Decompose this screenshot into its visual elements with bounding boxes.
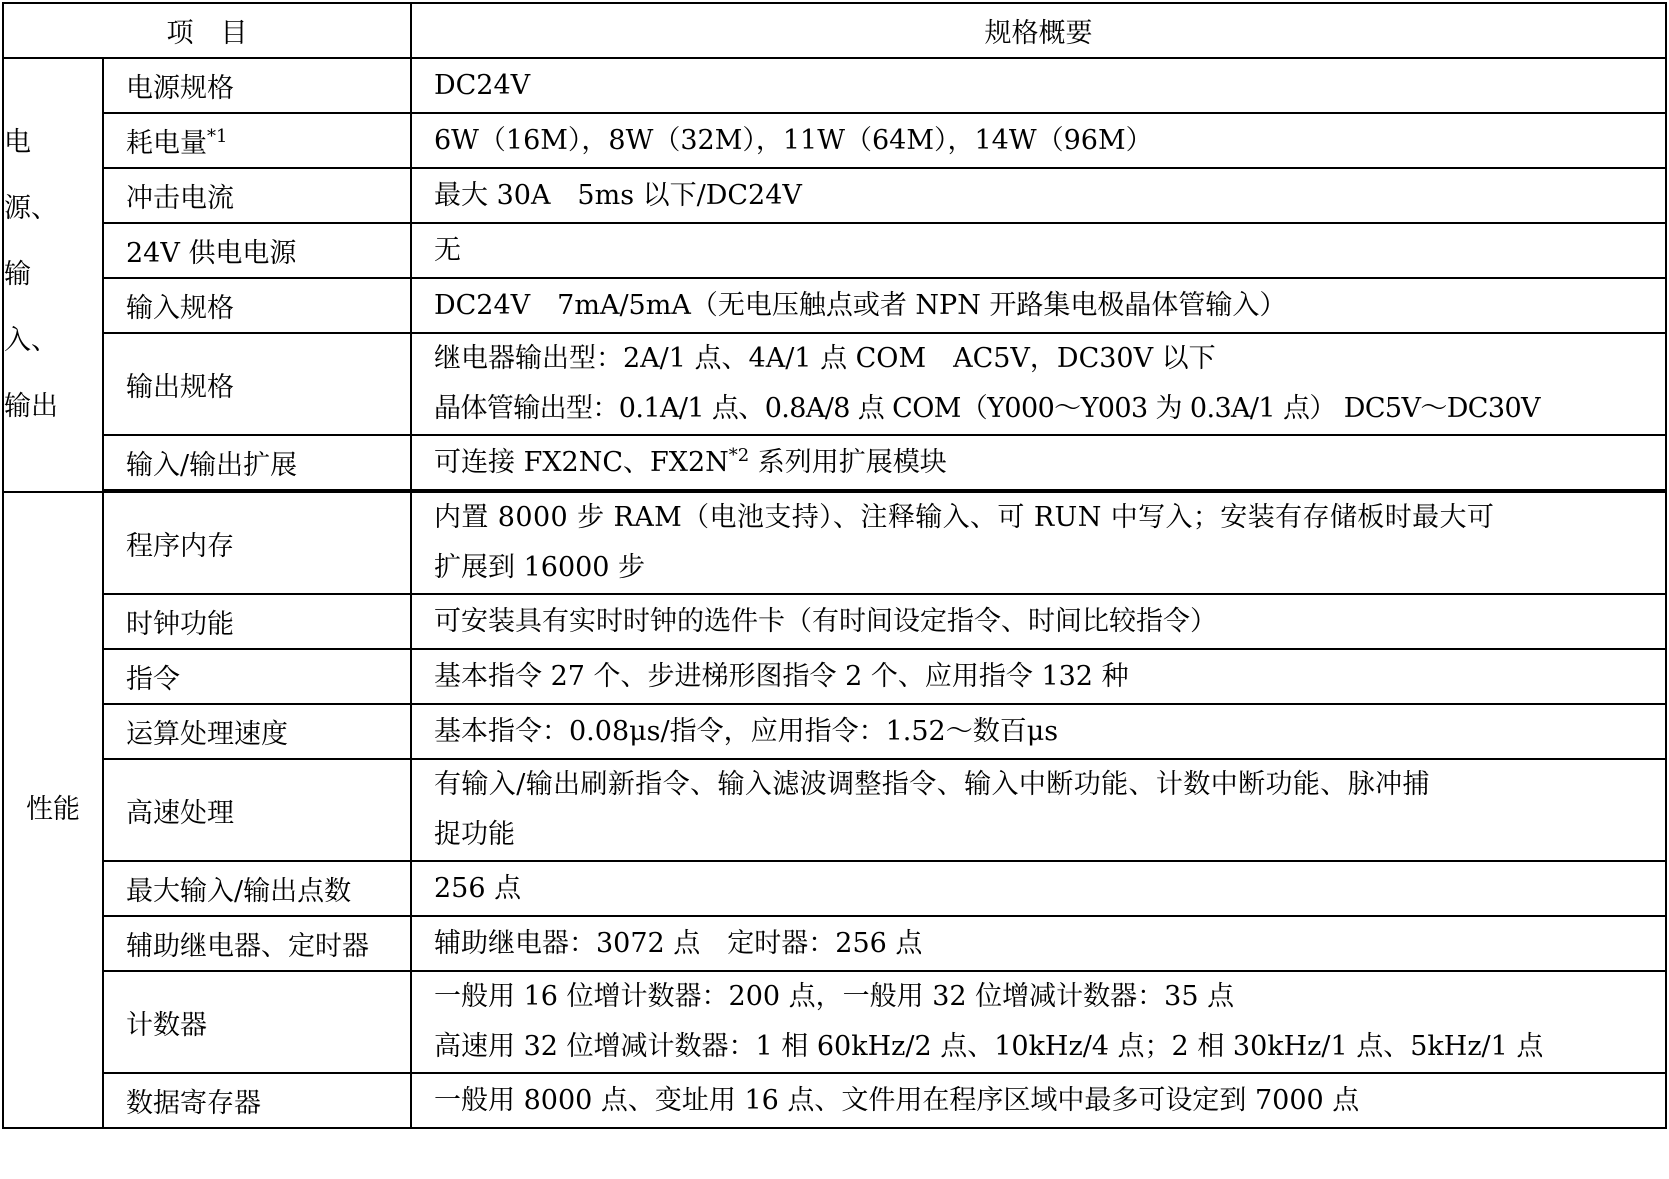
table-row (3, 971, 1666, 1073)
spec-table-container (2, 2, 1667, 1129)
item-cell: 电源规格 (103, 58, 411, 113)
item-cell: 耗电量$^{*1}$ (103, 113, 411, 168)
item-cell: 辅助继电器、定时器 (103, 916, 411, 971)
spec-cell: 基本指令 27 个、步进梯形图指令 2 个、应用指令 132 种 (411, 649, 1666, 704)
header-spec: 规格概要 (411, 3, 1666, 58)
spec-cell: DC24V 7mA/5mA（无电压触点或者 NPN 开路集电极晶体管输入） (411, 278, 1666, 333)
item-cell: 输入规格 (103, 278, 411, 333)
spec-cell: 辅助继电器：3072 点 定时器：256 点 (411, 916, 1666, 971)
item-cell: 输入/输出扩展 (103, 435, 411, 490)
item-cell: 计数器 (103, 971, 411, 1073)
spec-cell (411, 492, 1666, 594)
spec-cell: 可安装具有实时时钟的选件卡（有时间设定指令、时间比较指令） (411, 594, 1666, 649)
spec-line: 高速用 32 位增减计数器：1 相 60kHz/2 点、10kHz/4 点；2 相 30kHz/1 点、5kHz/1 点 (434, 1031, 1544, 1062)
spec-line: 内置 8000 步 RAM（电池支持）、注释输入、可 RUN 中写入；安装有存储板时最大可 (434, 502, 1495, 533)
spec-cell: 无 (411, 223, 1666, 278)
item-cell: 最大输入/输出点数 (103, 861, 411, 916)
table-row (3, 594, 1666, 649)
spec-line: 扩展到 16000 步 (434, 552, 646, 583)
item-cell: 运算处理速度 (103, 704, 411, 759)
item-cell: 高速处理 (103, 759, 411, 861)
spec-cell: DC24V (411, 58, 1666, 113)
spec-cell: 6W（16M），8W（32M），11W（64M），14W（96M） (411, 113, 1666, 168)
spec-cell (411, 971, 1666, 1073)
footnote-mark: *1 (207, 126, 228, 147)
table-row (3, 861, 1666, 916)
item-cell: 冲击电流 (103, 168, 411, 223)
spec-line: 一般用 16 位增计数器：200 点，一般用 32 位增减计数器：35 点 (434, 981, 1235, 1012)
item-cell: 24V 供电电源 (103, 223, 411, 278)
spec-cell: 最大 30A 5ms 以下/DC24V (411, 168, 1666, 223)
item-cell: 输出规格 (103, 333, 411, 435)
item-cell: 程序内存 (103, 492, 411, 594)
table-row (3, 759, 1666, 861)
table-row (3, 916, 1666, 971)
item-cell: 数据寄存器 (103, 1073, 411, 1128)
group-performance: 性能 (3, 492, 103, 1128)
spec-cell: 基本指令：0.08μs/指令，应用指令：1.52～数百μs (411, 704, 1666, 759)
table-row (3, 492, 1666, 594)
item-cell: 指令 (103, 649, 411, 704)
table-row (3, 278, 1666, 333)
spec-line: 晶体管输出型：0.1A/1 点、0.8A/8 点 COM（Y000～Y003 为 0.3A/1 点） DC5V～DC30V (434, 393, 1540, 424)
header-row (3, 3, 1666, 58)
header-item: 项 目 (3, 3, 411, 58)
table-row (3, 1073, 1666, 1128)
spec-table (2, 2, 1667, 1129)
spec-line: 继电器输出型：2A/1 点、4A/1 点 COM AC5V，DC30V 以下 (434, 343, 1216, 374)
spec-cell (411, 759, 1666, 861)
spec-cell (411, 333, 1666, 435)
table-row (3, 223, 1666, 278)
spec-cell: 可连接 FX2NC、$FX2N^{*2}$ 系列用扩展模块 (411, 435, 1666, 490)
table-row (3, 333, 1666, 435)
table-row (3, 435, 1666, 490)
spec-cell: 一般用 8000 点、变址用 16 点、文件用在程序区域中最多可设定到 7000 点 (411, 1073, 1666, 1128)
table-row (3, 58, 1666, 113)
table-row (3, 168, 1666, 223)
item-cell: 时钟功能 (103, 594, 411, 649)
group-power: 电源、输入、输出 (3, 58, 103, 492)
table-row (3, 649, 1666, 704)
footnote-mark: *2 (728, 444, 750, 466)
spec-line: 有输入/输出刷新指令、输入滤波调整指令、输入中断功能、计数中断功能、脉冲捕 (434, 769, 1430, 800)
spec-line: 捉功能 (434, 819, 515, 850)
table-row (3, 704, 1666, 759)
table-row (3, 113, 1666, 168)
spec-cell: 256 点 (411, 861, 1666, 916)
